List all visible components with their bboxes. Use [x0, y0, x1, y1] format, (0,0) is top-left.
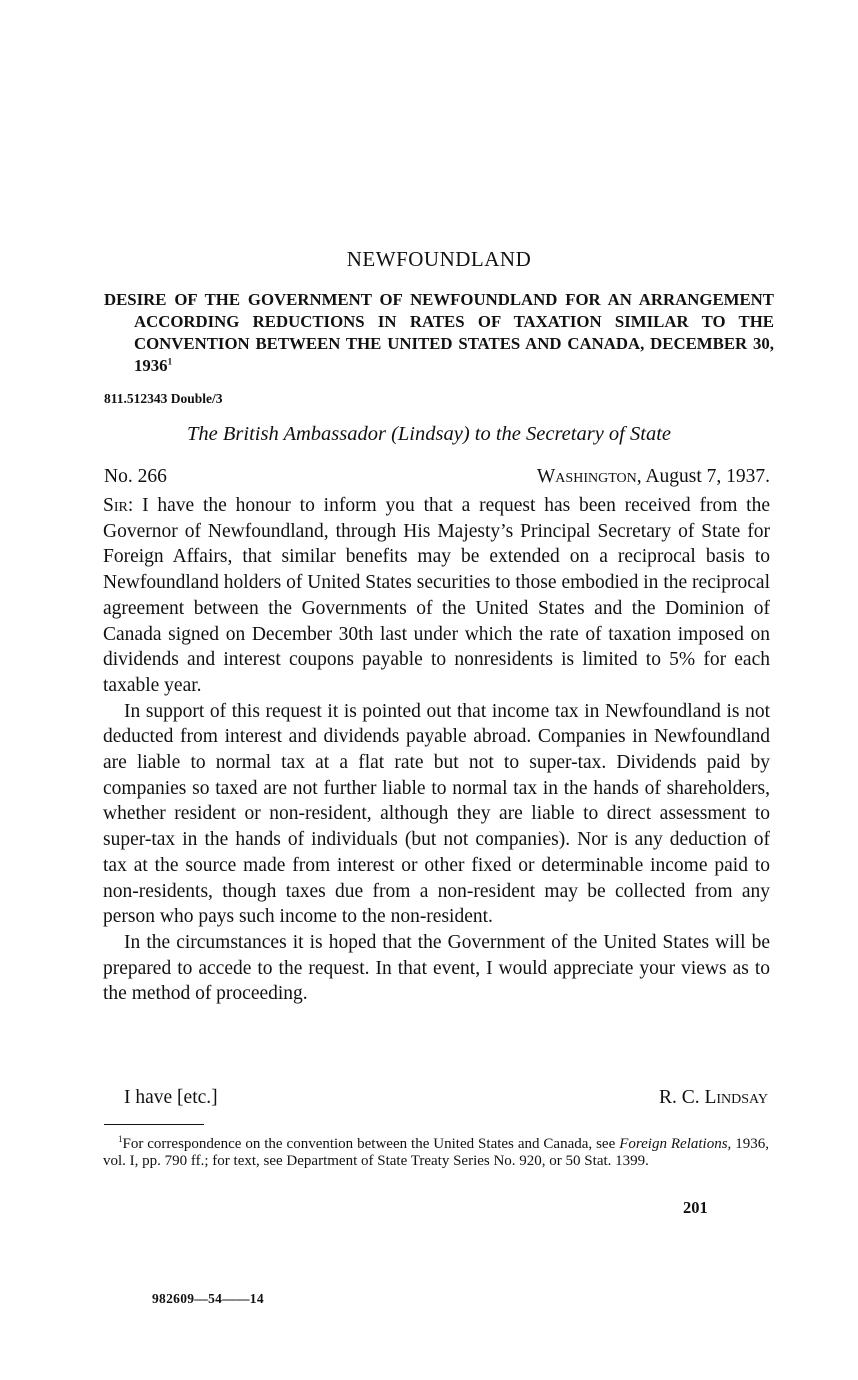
- footnote: [103, 1136, 769, 1170]
- footnote-italic-title: Foreign Relations,: [619, 1136, 732, 1152]
- paragraph-2: In support of this request it is pointed out that income tax in Newfoundland is not deducted from interest and dividends payable abroad. Companies in Newfoundland are liable to normal tax at a flat rate but not to super-tax. Dividends paid by companies so taxed are not further liable to normal tax in the hands of shareholders, whether resident or non-resident, although they are liable to direct assessment to super-tax in the hands of individuals (but not companies). Nor is any deduction of tax at the source made from interest or other fixed or determinable income paid to non-residents, though taxes due from a non-resident may be collected from any person who pays such income to the non-resident.: [103, 700, 770, 928]
- footnote-paragraph: [103, 1136, 769, 1170]
- page-number: 201: [683, 1198, 708, 1217]
- closing: I have [etc.]: [124, 1087, 218, 1108]
- paragraph-1-text: : I have the honour to inform you that a request has been received from the Governor of Newfoundland, through His Majesty’s Principal Secretary of State for Foreign Affairs, that similar benefits may be extended on a reciprocal basis to Newfoundland holders of United States securities to those embodied in the reciprocal agreement between the Governments of the United States and the Dominion of Canada signed on December 30th last under which the rate of taxation imposed on dividends and interest coupons payable to nonresidents is limited to 5% for each taxable year.: [103, 495, 770, 696]
- document-number: No. 266: [104, 466, 167, 487]
- signature: R. C. Lindsay: [658, 1087, 768, 1108]
- paragraph-1: [103, 493, 770, 699]
- country-heading: NEWFOUNDLAND: [346, 247, 532, 271]
- footnote-marker: 1: [118, 1134, 123, 1144]
- section-heading: [104, 289, 774, 377]
- print-number: 982609—54——14: [152, 1291, 264, 1306]
- footnote-text-after: 1936, vol. I, pp. 790 ff.; for text, see Department of State Treaty Series No. 920, or 50 Stat. 1399.: [103, 1136, 770, 1169]
- document-caption: The British Ambassador (Lindsay) to the Secretary of State: [187, 423, 671, 445]
- footnote-divider: [104, 1124, 204, 1125]
- letter-body: [103, 493, 770, 1007]
- footnote-ref: 1: [167, 356, 173, 367]
- salutation: Sir: [103, 495, 128, 516]
- footnote-text-before: For correspondence on the convention between the United States and Canada, see: [122, 1136, 620, 1152]
- date: August 7, 1937.: [641, 466, 770, 487]
- place: Washington,: [536, 466, 642, 487]
- place-date: [537, 466, 770, 488]
- section-heading-text: DESIRE OF THE GOVERNMENT OF NEWFOUNDLAND FOR AN ARRANGEMENT ACCORDING REDUCTIONS IN RATES OF TAXATION SIMILAR TO THE CONVENTION BETWEEN THE UNITED STATES AND CANADA, DECEMBER 30, 1936: [104, 290, 774, 375]
- file-number: 811.512343 Double/3: [104, 391, 223, 406]
- paragraph-3: In the circumstances it is hoped that the Government of the United States will be prepared to accede to the request. In that event, I would appreciate your views as to the method of proceeding.: [103, 931, 770, 1005]
